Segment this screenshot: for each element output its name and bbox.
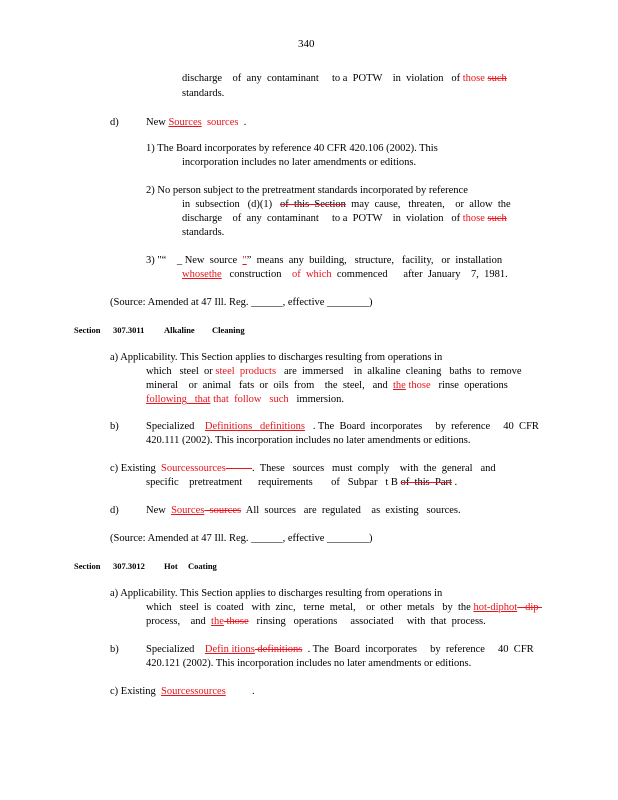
text-run: which steel or: [146, 366, 216, 377]
text-line: [146, 616, 486, 628]
deleted-text: such: [487, 213, 507, 224]
subsection-heading: [146, 117, 246, 129]
text-run: Section: [74, 325, 101, 335]
text-line: [182, 269, 508, 281]
deleted-text: that: [210, 394, 229, 405]
section-heading-number: [74, 561, 100, 571]
text-line: [182, 213, 507, 225]
text-run: .: [238, 117, 247, 128]
text-run: rinse operations: [430, 380, 508, 391]
deleted-text: sources: [204, 505, 242, 516]
source-note: (Source: Amended at 47 Ill. Reg. ______, effective ________): [110, 297, 373, 308]
section-title: Cleaning: [212, 325, 245, 335]
deleted-text: -: [538, 602, 542, 613]
inserted-text: those: [462, 73, 485, 84]
text-run: New: [146, 505, 172, 516]
section-title: Coating: [188, 561, 217, 571]
text-line: a) Applicability. This Section applies to discharges resulting from operations in: [110, 588, 443, 599]
text-line: [146, 477, 457, 489]
text-line: 1) The Board incorporates by reference 40 CFR 420.106 (2002). This: [146, 143, 438, 154]
text-run: discharge of any contaminant to a POTW in violation of: [182, 73, 463, 84]
text-run: Specialized: [146, 421, 205, 432]
text-line: [146, 421, 539, 433]
inserted-text: that: [186, 394, 211, 405]
deleted-text: of this Section: [279, 199, 346, 210]
subsection-label: d): [110, 505, 119, 516]
section-heading-number: [74, 325, 100, 335]
text-line: 420.111 (2002). This incorporation includes no later amendments or editions.: [146, 435, 471, 446]
inserted-text: the: [211, 616, 224, 627]
text-run: process, and: [146, 616, 212, 627]
text-run: Specialized: [146, 644, 205, 655]
text-run: are immersed in alkaline cleaning baths to remove: [276, 366, 522, 377]
text-run: construction: [221, 269, 292, 280]
text-run: discharge of any contaminant to a POTW in violation of: [182, 213, 463, 224]
text-run: All sources are regulated as existing sources.: [241, 505, 461, 516]
inserted-text: Defin itions: [204, 644, 255, 655]
inserted-text: whosethe: [182, 269, 222, 280]
inserted-text: Sourcessources: [161, 463, 226, 474]
text-line: [146, 366, 522, 378]
text-line: [110, 463, 496, 475]
deleted-text: sources: [201, 117, 239, 128]
text-run: may cause, threaten, or allow the: [345, 199, 511, 210]
text-line: incorporation includes no later amendments or editions.: [182, 157, 417, 168]
deleted-text: those: [405, 380, 431, 391]
deleted-text: those: [223, 616, 249, 627]
subsection-label: b): [110, 644, 119, 655]
inserted-text: following: [146, 394, 187, 405]
text-line: [182, 73, 507, 85]
text-line: 420.121 (2002). This incorporation includes no later amendments or editions.: [146, 658, 472, 669]
section-id: 307.3012: [113, 561, 145, 571]
section-id: 307.3011: [113, 325, 145, 335]
text-run: which steel is coated with zinc, terne metal, or other metals by the: [146, 602, 474, 613]
text-line: [146, 394, 344, 406]
text-line: [146, 602, 542, 614]
deleted-text: dip: [517, 602, 539, 613]
text-line: [182, 199, 511, 211]
text-run: c) Existing: [110, 463, 162, 474]
text-run: rinsing operations associated with that process.: [248, 616, 486, 627]
text-run: ” means any building, structure, facility, or installation: [246, 255, 503, 266]
page-number: 340: [298, 38, 315, 50]
inserted-text: Sources: [171, 505, 205, 516]
text-line: [146, 380, 508, 392]
inserted-text: Sources: [168, 117, 202, 128]
text-line: [110, 686, 255, 698]
text-line: standards.: [182, 227, 225, 238]
subsection-label: d): [110, 117, 119, 128]
text-run: . These sources must comply with the general and: [252, 463, 496, 474]
text-line: [146, 255, 502, 267]
inserted-text: Sourcessources: [161, 686, 226, 697]
text-run: . The Board incorporates by reference 40 CFR: [304, 421, 539, 432]
text-run: New: [146, 117, 169, 128]
inserted-text: of which: [291, 269, 332, 280]
text-run: Section: [74, 561, 101, 571]
text-line: 2) No person subject to the pretreatment standards incorporated by reference: [146, 185, 468, 196]
text-run: immersion.: [288, 394, 345, 405]
text-line: [146, 644, 534, 656]
inserted-text: steel products: [215, 366, 277, 377]
section-title: Hot: [164, 561, 178, 571]
inserted-text: ": [242, 255, 247, 266]
deleted-text: follow such: [228, 394, 289, 405]
text-run: in subsection (d)(1): [182, 199, 280, 210]
inserted-text: hot-diphot: [473, 602, 518, 613]
text-run: specific pretreatment requirements of Subpar t B: [146, 477, 401, 488]
text-run: commenced after January 7, 1981.: [331, 269, 508, 280]
subsection-label: b): [110, 421, 119, 432]
text-line: standards.: [182, 88, 225, 99]
text-run: .: [451, 477, 458, 488]
text-run: c) Existing: [110, 686, 162, 697]
text-run: mineral or animal fats or oils from the steel, and: [146, 380, 393, 391]
inserted-text: Definitions definitions: [204, 421, 305, 432]
text-run: . The Board incorporates by reference 40 CFR: [302, 644, 534, 655]
inserted-text: those: [462, 213, 485, 224]
inserted-text: the: [392, 380, 406, 391]
source-note: (Source: Amended at 47 Ill. Reg. ______, effective ________): [110, 533, 373, 544]
text-run: .: [225, 686, 255, 697]
deleted-text: definitions: [254, 644, 303, 655]
deleted-text: such: [487, 73, 507, 84]
section-title: Alkaline: [164, 325, 195, 335]
deleted-text: of this Part: [400, 477, 452, 488]
text-line: a) Applicability. This Section applies to discharges resulting from operations in: [110, 352, 443, 363]
text-line: [146, 505, 461, 517]
text-run: 3) "“ _ New source: [146, 255, 243, 266]
deleted-text: [226, 463, 252, 474]
